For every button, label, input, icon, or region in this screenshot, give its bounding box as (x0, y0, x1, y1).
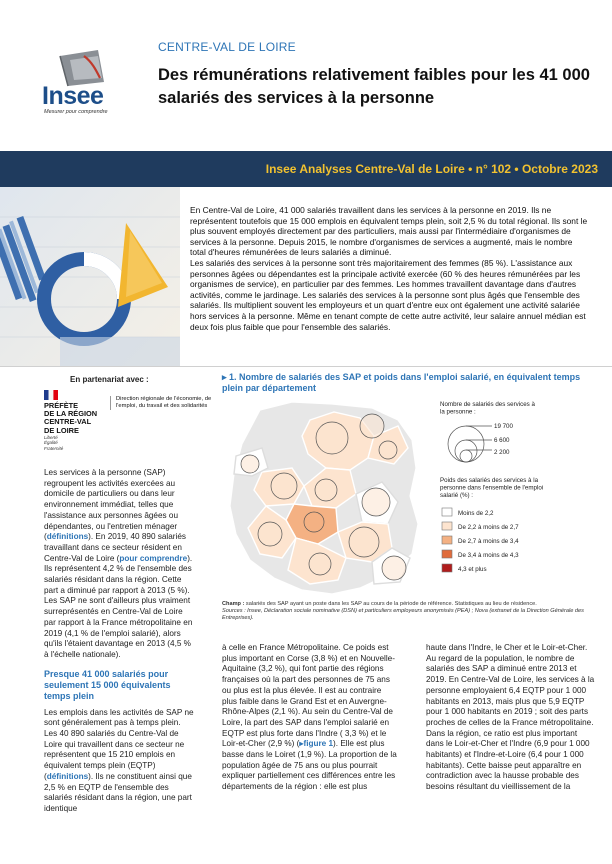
figure-title: ▸ 1. Nombre de salariés des SAP et poids dans l'emploi salarié, en équivalent temps plein par département (222, 372, 581, 394)
legend-value-medium: 6 600 (494, 437, 510, 444)
insee-logo-text: Insee (42, 82, 104, 110)
legend-title-count: Nombre de salariés des services à la personne : (440, 401, 535, 416)
region-label: CENTRE-VAL DE LOIRE (158, 40, 296, 54)
text-span: Les services à la personne (SAP) regroupent les activités exercées au domicile de particuliers ou dans leur environnement immédiat, telles que l'assistance aux personnes âgées ou dépendantes, ou l'entretien ménager ( (44, 468, 179, 542)
text-span: ). Elle est plus basse dans le Loiret (1,9 %). La proportion de la population âgée de 75 ans ou plus pourrait expliquer partiellement ces différences entre les départements de la région : elle est plus (222, 739, 397, 792)
marianne-icon (44, 390, 58, 400)
legend-value-small: 2 200 (494, 449, 510, 456)
text-span: Les emplois dans les activités de SAP ne sont généralement pas à temps plein. Les 40 890 salariés du Centre-Val de Loire qui travaillent dans ce secteur ne représentent que 15 210 emplois en équivalent temps plein (EQTP) ( (44, 707, 194, 781)
figure-note-champ (222, 601, 594, 608)
note-label: Champ : (222, 601, 245, 607)
prefecture-name: PRÉFÈTE DE LA RÉGION CENTRE-VAL DE LOIRE (44, 401, 98, 435)
intro-summary (190, 205, 590, 332)
section-divider (0, 366, 612, 367)
text-span: ). Ils ne constituent ainsi que 2,5 % en EQTP de l'ensemble des salariés résidant dans la région, une part identique (44, 771, 192, 813)
legend-swatch-3 (442, 536, 452, 544)
intro-paragraph-2: Les salariés des services à la personne sont très majoritairement des femmes (85 %). L'assistance aux personnes âgées ou dépendantes est la principale activité exercée (60 % des heures rémunérées par les organismes de service), en particulier par des femmes. Les hommes travaillent davantage dans d'autres activités, comme le jardinage. Les salariés des services à la personne sont plus âgés que l'ensemble des salariés. Ils multiplient souvent les employeurs et un quart d'entre eux ont également une activité salariée hors services à la personne. Même en tenant compte de cette autre activité, leur salaire annuel médian est deux fois plus faible que pour l'ensemble des salariés. (190, 257, 586, 332)
definitions-link-2[interactable]: définitions (46, 771, 89, 781)
text-span: ). En 2019, 40 890 salariés travaillant dans ce secteur résident en Centre-Val de Loire ( (44, 532, 186, 563)
figure-note-sources: Sources : Insee, Déclaration sociale nominative (DSN) et particuliers employeurs anonymisés (PEA) ; Nova (extranet de la Direction Générale des Entreprises). (222, 608, 584, 621)
publication-band (0, 151, 612, 187)
legend-label-4: De 3,4 à moins de 4,3 (458, 552, 519, 559)
note-text: salariés des SAP ayant un poste dans les SAP au cours de la période de référence. Statistiques au lieu de résidence. (244, 601, 537, 607)
legend-title-share: Poids des salariés des services à la personne dans l'ensemble de l'emploi salarié (%) : (440, 477, 544, 500)
publication-info: Insee Analyses Centre-Val de Loire • n° 102 • Octobre 2023 (265, 162, 598, 176)
legend-value-large: 19 700 (494, 423, 513, 430)
legend-swatch-4 (442, 550, 452, 558)
definitions-link[interactable]: définitions (46, 532, 89, 542)
partner-heading: En partenariat avec : (70, 375, 149, 384)
partner-block (44, 390, 214, 456)
col1-paragraph-2 (44, 708, 196, 815)
article-column-1 (44, 468, 196, 815)
article-column-2 (222, 643, 398, 793)
department-map-figure (222, 398, 594, 598)
legend-label-2: De 2,2 à moins de 2,7 (458, 524, 519, 531)
legend-swatch-1 (442, 508, 452, 516)
legend-label-5: 4,3 et plus (458, 566, 487, 573)
figure-1-link[interactable]: ▸figure 1 (299, 739, 334, 749)
pour-comprendre-link[interactable]: pour comprendre (119, 553, 188, 563)
legend-label-1: Moins de 2,2 (458, 510, 494, 517)
legend-swatch-2 (442, 522, 452, 530)
text-span: ). Ils représentent 4,2 % de l'ensemble des salariés résidant dans la région. Cette part a diminué par rapport à 2013 (5 %). Les SAP ne sont d'ailleurs plus vraiment surreprésentés en Centre-Val de Loire par rapport à la France métropolitaine en 2019 (4,1 % de l'emploi salarié), alors qu'ils l'étaient davantage en 2013 (4,5 % à l'échelle nationale). (44, 553, 193, 659)
legend-swatch-5 (442, 564, 452, 572)
figure-notes (222, 601, 594, 622)
legend-circles (448, 426, 492, 462)
text-span: à celle en France Métropolitaine. Ce poids est plus important en Corse (3,8 %) et en Nouvelle-Aquitaine (3,2 %), qui font partie des régions françaises où la part des personnes de 75 ans ou plus est la plus élevée. Il est au contraire plus faible dans le Grand Est et en Auvergne-Rhône-Alpes (2,1 %). Au sein du Centre-Val de Loire, la part des SAP dans l'emploi salarié en EQTP est plus forte dans l'Indre ( 3,3 %) et le Loir-et-Cher (2,9 %) ( (222, 643, 395, 749)
article-column-3: haute dans l'Indre, le Cher et le Loir-et-Cher. Au regard de la population, le nombre de salariés des SAP a diminué entre 2013 et 2019. En Centre-Val de Loire, les services à la personne employaient 6,4 EQTP pour 1 000 habitants en 2013, mais plus que 5,9 EQTP pour 1 000 habitants en 2019 ; soit des parts proches de celles de la France métropolitaine. Dans la région, ce ratio est plus important dans le Loir-et-Cher et l'Indre (6,9 pour 1 000 habitants) et l'Indre-et-Loire (6,4 pour 1 000 habitants). Cette baisse peut apparaître en contradiction avec la hausse probable des besoins résultant du vieillissement de la (426, 643, 595, 792)
intro-paragraph-1: En Centre-Val de Loire, 41 000 salariés travaillent dans les services à la personne en 2019. Ils ne représentent toutefois que 15 000 emplois en équivalent temps plein, soit 2,5 % du total régional. Ils sont le plus souvent employés directement par des particuliers, mais aussi par l'intermédiaire d'organismes de services à la personne. Depuis 2015, le nombre d'organismes de services a augmenté, mais le nombre total d'heures rémunérées de leurs salariés a diminué. (190, 205, 588, 258)
republic-motto: Liberté Égalité Fraternité (44, 435, 64, 451)
legend-classes (442, 508, 519, 573)
col1-paragraph-1 (44, 468, 196, 661)
section-subtitle: Presque 41 000 salariés pour seulement 15 000 équivalents temps plein (44, 668, 171, 701)
insee-tagline: Mesurer pour comprendre (44, 109, 108, 115)
legend-label-3: De 2,7 à moins de 3,4 (458, 538, 519, 545)
page-title: Des rémunérations relativement faibles pour les 41 000 salariés des services à la personne (158, 66, 590, 107)
dreets-name: Direction régionale de l'économie, de l'emploi, du travail et des solidarités (110, 396, 220, 410)
cover-illustration (0, 187, 180, 367)
